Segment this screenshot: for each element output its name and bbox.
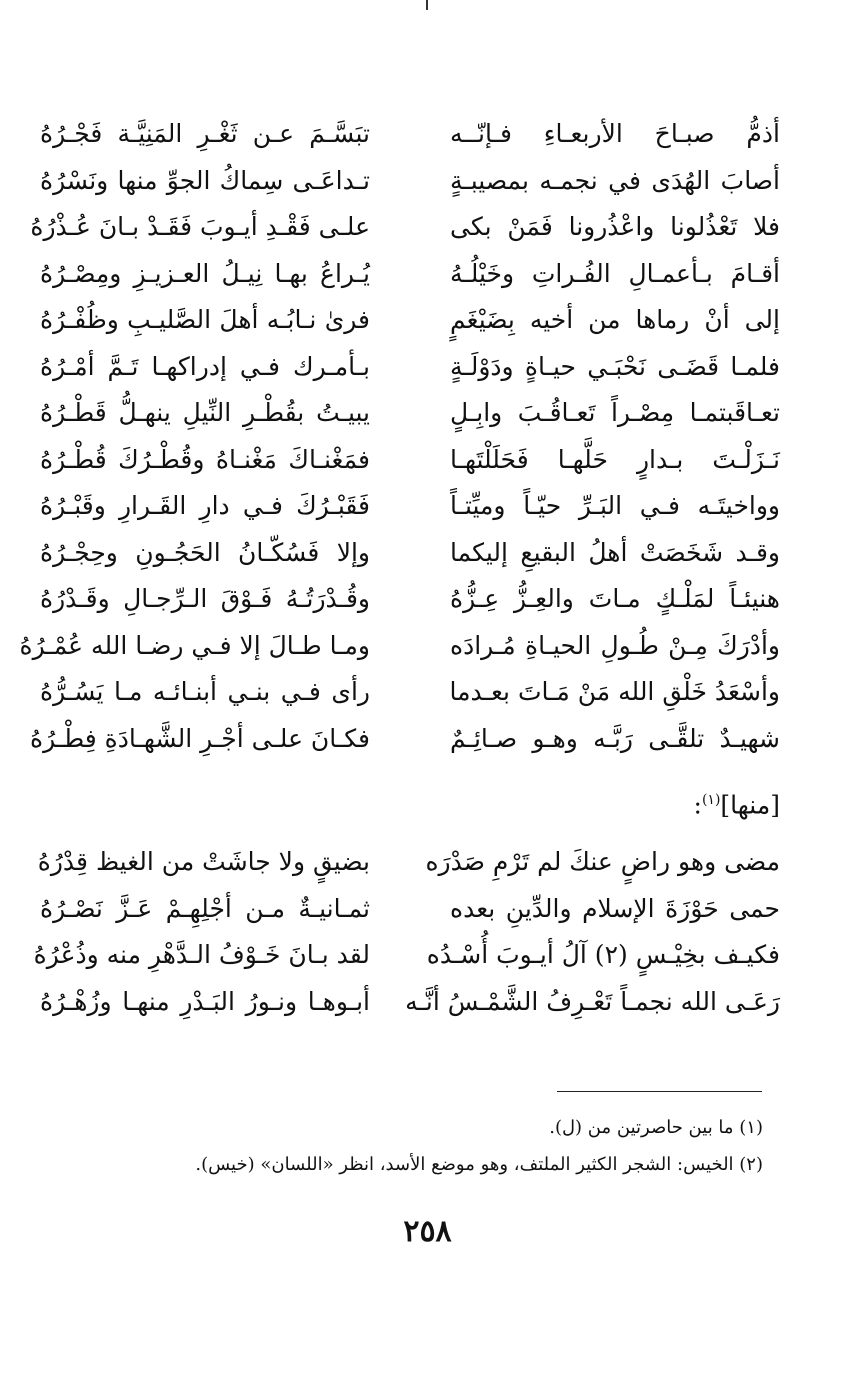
verse-row: [40, 438, 780, 485]
first-hemistich: وواخيتَـه فـي البَـرِّ حيّـاً وميِّتـاً: [450, 491, 780, 520]
second-hemistich: بـأمـرك فـي إدراكهـا تَـمَّ أمْـرُهُ: [40, 351, 370, 381]
verse-row: [40, 980, 780, 1027]
verse-row: [40, 391, 780, 438]
verse-row: [40, 252, 780, 299]
second-hemistich: أبـوهـا ونـورُ البَـدْرِ منهـا وزُهْـرُهُ: [40, 986, 370, 1016]
second-hemistich: وقُـدْرَتُـهُ فَـوْقَ الـرِّجـالِ وقَـدْرُهُ: [40, 584, 370, 613]
second-hemistich: يبيـتُ بقُطْـرِ النِّيلِ ينهـلُّ قَطْـرُهُ: [40, 398, 370, 427]
footnote-ref-1: (١): [701, 792, 721, 808]
section-colon: :: [693, 790, 702, 820]
first-hemistich: وأسْعَدُ خَلْقِ الله مَنْ مَـاتَ بعـدما: [449, 677, 780, 706]
first-hemistich: تعـاقَبتمـا مِصْـراً تَعـاقُـبَ وابِـلٍ: [450, 398, 780, 427]
section-label: [694, 778, 781, 827]
second-hemistich: وإلا فَسُكّـانُ الحَجُـونِ وحِجْـرُهُ: [40, 537, 370, 567]
first-hemistich: مضى وهو راضٍ عنكَ لم تَرْمِ صَدْرَه: [425, 847, 780, 876]
second-hemistich: علـى فَقْـدِ أيـوبَ فَقَـدْ بـانَ عُـذْرُهُ: [30, 212, 370, 241]
first-hemistich: وأدْرَكَ مِـنْ طُـولِ الحيـاةِ مُـرادَه: [450, 630, 780, 660]
first-hemistich: فلمـا قَضَـى نَحْبَـي حيـاةٍ ودَوْلَـةٍ: [450, 351, 780, 381]
second-hemistich: فرىٰ نـابُـه أهلَ الصَّليـبِ وظُفْـرُهُ: [40, 305, 370, 334]
verse-row: [40, 531, 780, 578]
second-hemistich: يُـراعُ بهـا نِيـلُ العـزيـزِ ومِصْـرُهُ: [40, 258, 370, 288]
footnote-1: (١) ما بين حاصرتين من (ل).: [549, 1117, 763, 1138]
second-hemistich: رأى فـي بنـي أبنـائـه مـا يَسُـرُّهُ: [40, 677, 370, 706]
first-hemistich: نَـزَلْـتَ بـدارٍ حَلَّهـا فَحَلَلْتَهـا: [450, 444, 780, 474]
second-hemistich: بضيقٍ ولا جاشَتْ من الغيظ قِدْرُهُ: [37, 847, 370, 876]
verse-row: [37, 840, 780, 887]
verse-row: [30, 205, 780, 252]
verse-row: [40, 484, 780, 531]
verse-row: [19, 624, 780, 671]
second-hemistich: تبَسَّـمَ عـن ثَغْـرِ المَنِيَّـة فَجْـرُهُ: [40, 119, 370, 148]
second-hemistich: فمَغْنـاكَ مَغْنـاهُ وقُطْـرُكَ قُطْـرُهُ: [40, 444, 370, 474]
first-hemistich: أقـامَ بـأعمـالِ الفُـراتِ وخَيْلُـهُ: [450, 258, 780, 288]
verse-row: [40, 159, 780, 206]
second-hemistich: تـداعَـى سِماكُ الجوِّ منها ونَسْرُهُ: [40, 165, 370, 195]
first-hemistich: فكيـف بخِيْـسٍ (٢) آلُ أيـوبَ أُسْـدُه: [426, 940, 780, 969]
second-hemistich: لقد بـانَ خَـوْفُ الـدَّهْرِ منه وذُعْرُهُ: [33, 940, 370, 969]
verse-row: [40, 112, 780, 159]
first-hemistich: فلا تَعْذُلونا واعْذُرونا فَمَنْ بكى: [450, 212, 780, 241]
second-hemistich: فكـانَ علـى أجْـرِ الشَّهـادَةِ فِطْـرُهُ: [30, 723, 370, 753]
verse-row: [30, 717, 780, 764]
first-hemistich: شهيـدٌ تلقَّـى رَبَّـه وهـو صـائِـمٌ: [450, 723, 780, 753]
first-hemistich: رَعَـى الله نجمـاً تَعْـرِفُ الشَّمْـسُ أنَّـه: [405, 986, 780, 1016]
second-hemistich: ثمـانيـةٌ مـن أجْلِهِـمْ عَـزَّ نَصْـرُهُ: [40, 893, 370, 923]
first-hemistich: أذمُّ صبـاحَ الأربعـاءِ فـإنّــه: [450, 119, 780, 148]
first-hemistich: حمى حَوْزَةَ الإسلام والدِّينِ بعده: [450, 893, 780, 923]
poem-part-2: [33, 840, 780, 1026]
page-number: ٢٥٨: [403, 1214, 452, 1249]
first-hemistich: وقـد شَخَصَتْ أهلُ البقيعِ إليكما: [450, 537, 780, 567]
second-hemistich: ومـا طـالَ إلا فـي رضـا الله عُمْـرُهُ: [19, 630, 370, 660]
first-hemistich: أصابَ الهُدَى في نجمـه بمصيبـةٍ: [450, 165, 780, 195]
verse-row: [33, 933, 780, 980]
footnote-2: (٢) الخيس: الشجر الكثير الملتف، وهو موضع الأسد، انظر «اللسان» (خيس).: [195, 1154, 763, 1175]
verse-row: [40, 345, 780, 392]
poem-part-1: [19, 112, 780, 763]
section-label-text: [منها]: [720, 790, 780, 820]
first-hemistich: إلى أنْ رماها من أخيه بِضَيْغَمٍ: [450, 305, 780, 334]
verse-row: [40, 670, 780, 717]
footnote-separator: [557, 1091, 762, 1092]
first-hemistich: هنيئـاً لمَلْـكٍ مـاتَ والعِـزُّ عِـزُّهُ: [450, 584, 780, 613]
verse-row: [40, 298, 780, 345]
verse-row: [40, 887, 780, 934]
verse-row: [40, 577, 780, 624]
second-hemistich: فَقَبْـرُكَ فـي دارِ القَـرارِ وقَبْـرُهُ: [40, 491, 370, 520]
top-mark: [426, 0, 428, 10]
